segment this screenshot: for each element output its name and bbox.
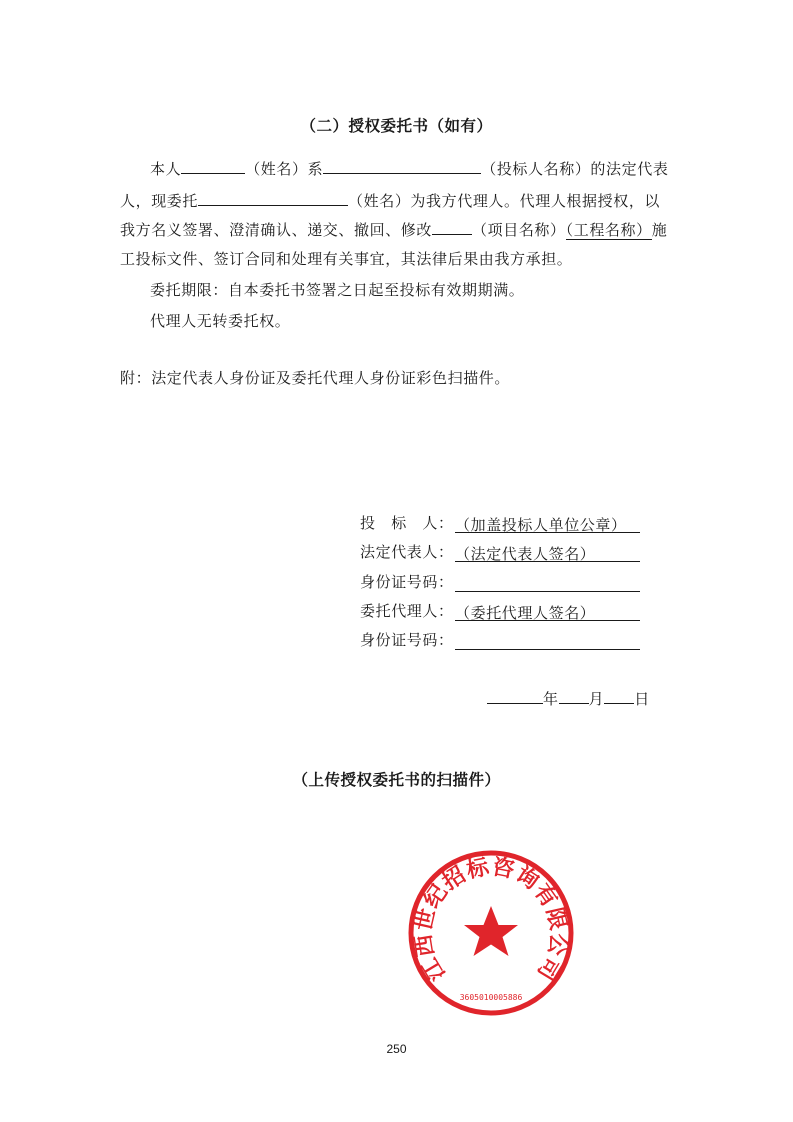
date-day-label: 日 (634, 690, 650, 708)
sig-bidder-label: 投 标 人： (360, 514, 454, 532)
blank-day (604, 689, 634, 704)
section-title: （二）授权委托书（如有） (300, 117, 493, 135)
para1-line1 (150, 158, 668, 179)
text-agent-label: （姓名）为我方代理人。代理人根据授权，以 (348, 192, 661, 210)
text-benren: 本人 (150, 160, 182, 178)
text-bidder-label: （投标人名称）的法定代表 (481, 160, 669, 178)
text-engineering-label: （工程名称） (565, 221, 652, 239)
date-year-label: 年 (543, 690, 559, 708)
text-scope: 我方名义签署、澄清确认、递交、撤回、修改 (120, 221, 433, 239)
blank-project (432, 220, 472, 235)
sig-id2-label: 身份证号码： (360, 631, 454, 649)
blank-bidder-name (323, 159, 481, 174)
company-stamp (406, 848, 576, 1018)
blank-year (487, 689, 543, 704)
para-term: 委托期限：自本委托书签署之日起至投标有效期期满。 (150, 281, 525, 299)
sig-legal-rep-value: （法定代表人签名） (455, 543, 640, 562)
blank-agent-name (198, 191, 348, 206)
sig-legal-rep-label: 法定代表人： (360, 543, 454, 561)
blank-name (181, 159, 245, 174)
text-shi: 施 (651, 221, 668, 239)
stamp-star-icon (464, 906, 518, 956)
sig-id1-row (360, 571, 640, 592)
para1-line4: 工投标文件、签订合同和处理有关事宜，其法律后果由我方承担。 (120, 250, 573, 268)
date-line (487, 688, 650, 709)
sig-id1-label: 身份证号码： (360, 573, 454, 591)
date-month-label: 月 (588, 690, 605, 708)
sig-legal-rep-row (360, 541, 640, 562)
sig-id2-row (360, 629, 640, 650)
text-weituo: 人，现委托 (120, 192, 199, 210)
stamp-seal-icon (406, 848, 576, 1018)
upload-note: （上传授权委托书的扫描件） (292, 771, 501, 789)
blank-month (559, 689, 589, 704)
sig-bidder-value: （加盖投标人单位公章） (455, 514, 640, 533)
sig-id1-value (455, 573, 640, 592)
para1-line3 (120, 219, 667, 240)
sig-bidder-row (360, 512, 640, 533)
text-name-label: （姓名）系 (245, 160, 324, 178)
para-no-subdelegation: 代理人无转委托权。 (150, 312, 291, 330)
para1-line2 (120, 190, 660, 211)
sig-agent-value: （委托代理人签名） (455, 602, 640, 621)
stamp-text: 江西世纪招标咨询有限公司 (411, 854, 571, 986)
page-number: 250 (386, 1042, 407, 1056)
sig-id2-value (455, 631, 640, 650)
attachment-note: 附：法定代表人身份证及委托代理人身份证彩色扫描件。 (120, 369, 511, 387)
sig-agent-row (360, 600, 640, 621)
stamp-number: 3605010005886 (459, 993, 523, 1002)
text-project-label: （项目名称） (472, 221, 566, 239)
sig-agent-label: 委托代理人： (360, 602, 454, 620)
